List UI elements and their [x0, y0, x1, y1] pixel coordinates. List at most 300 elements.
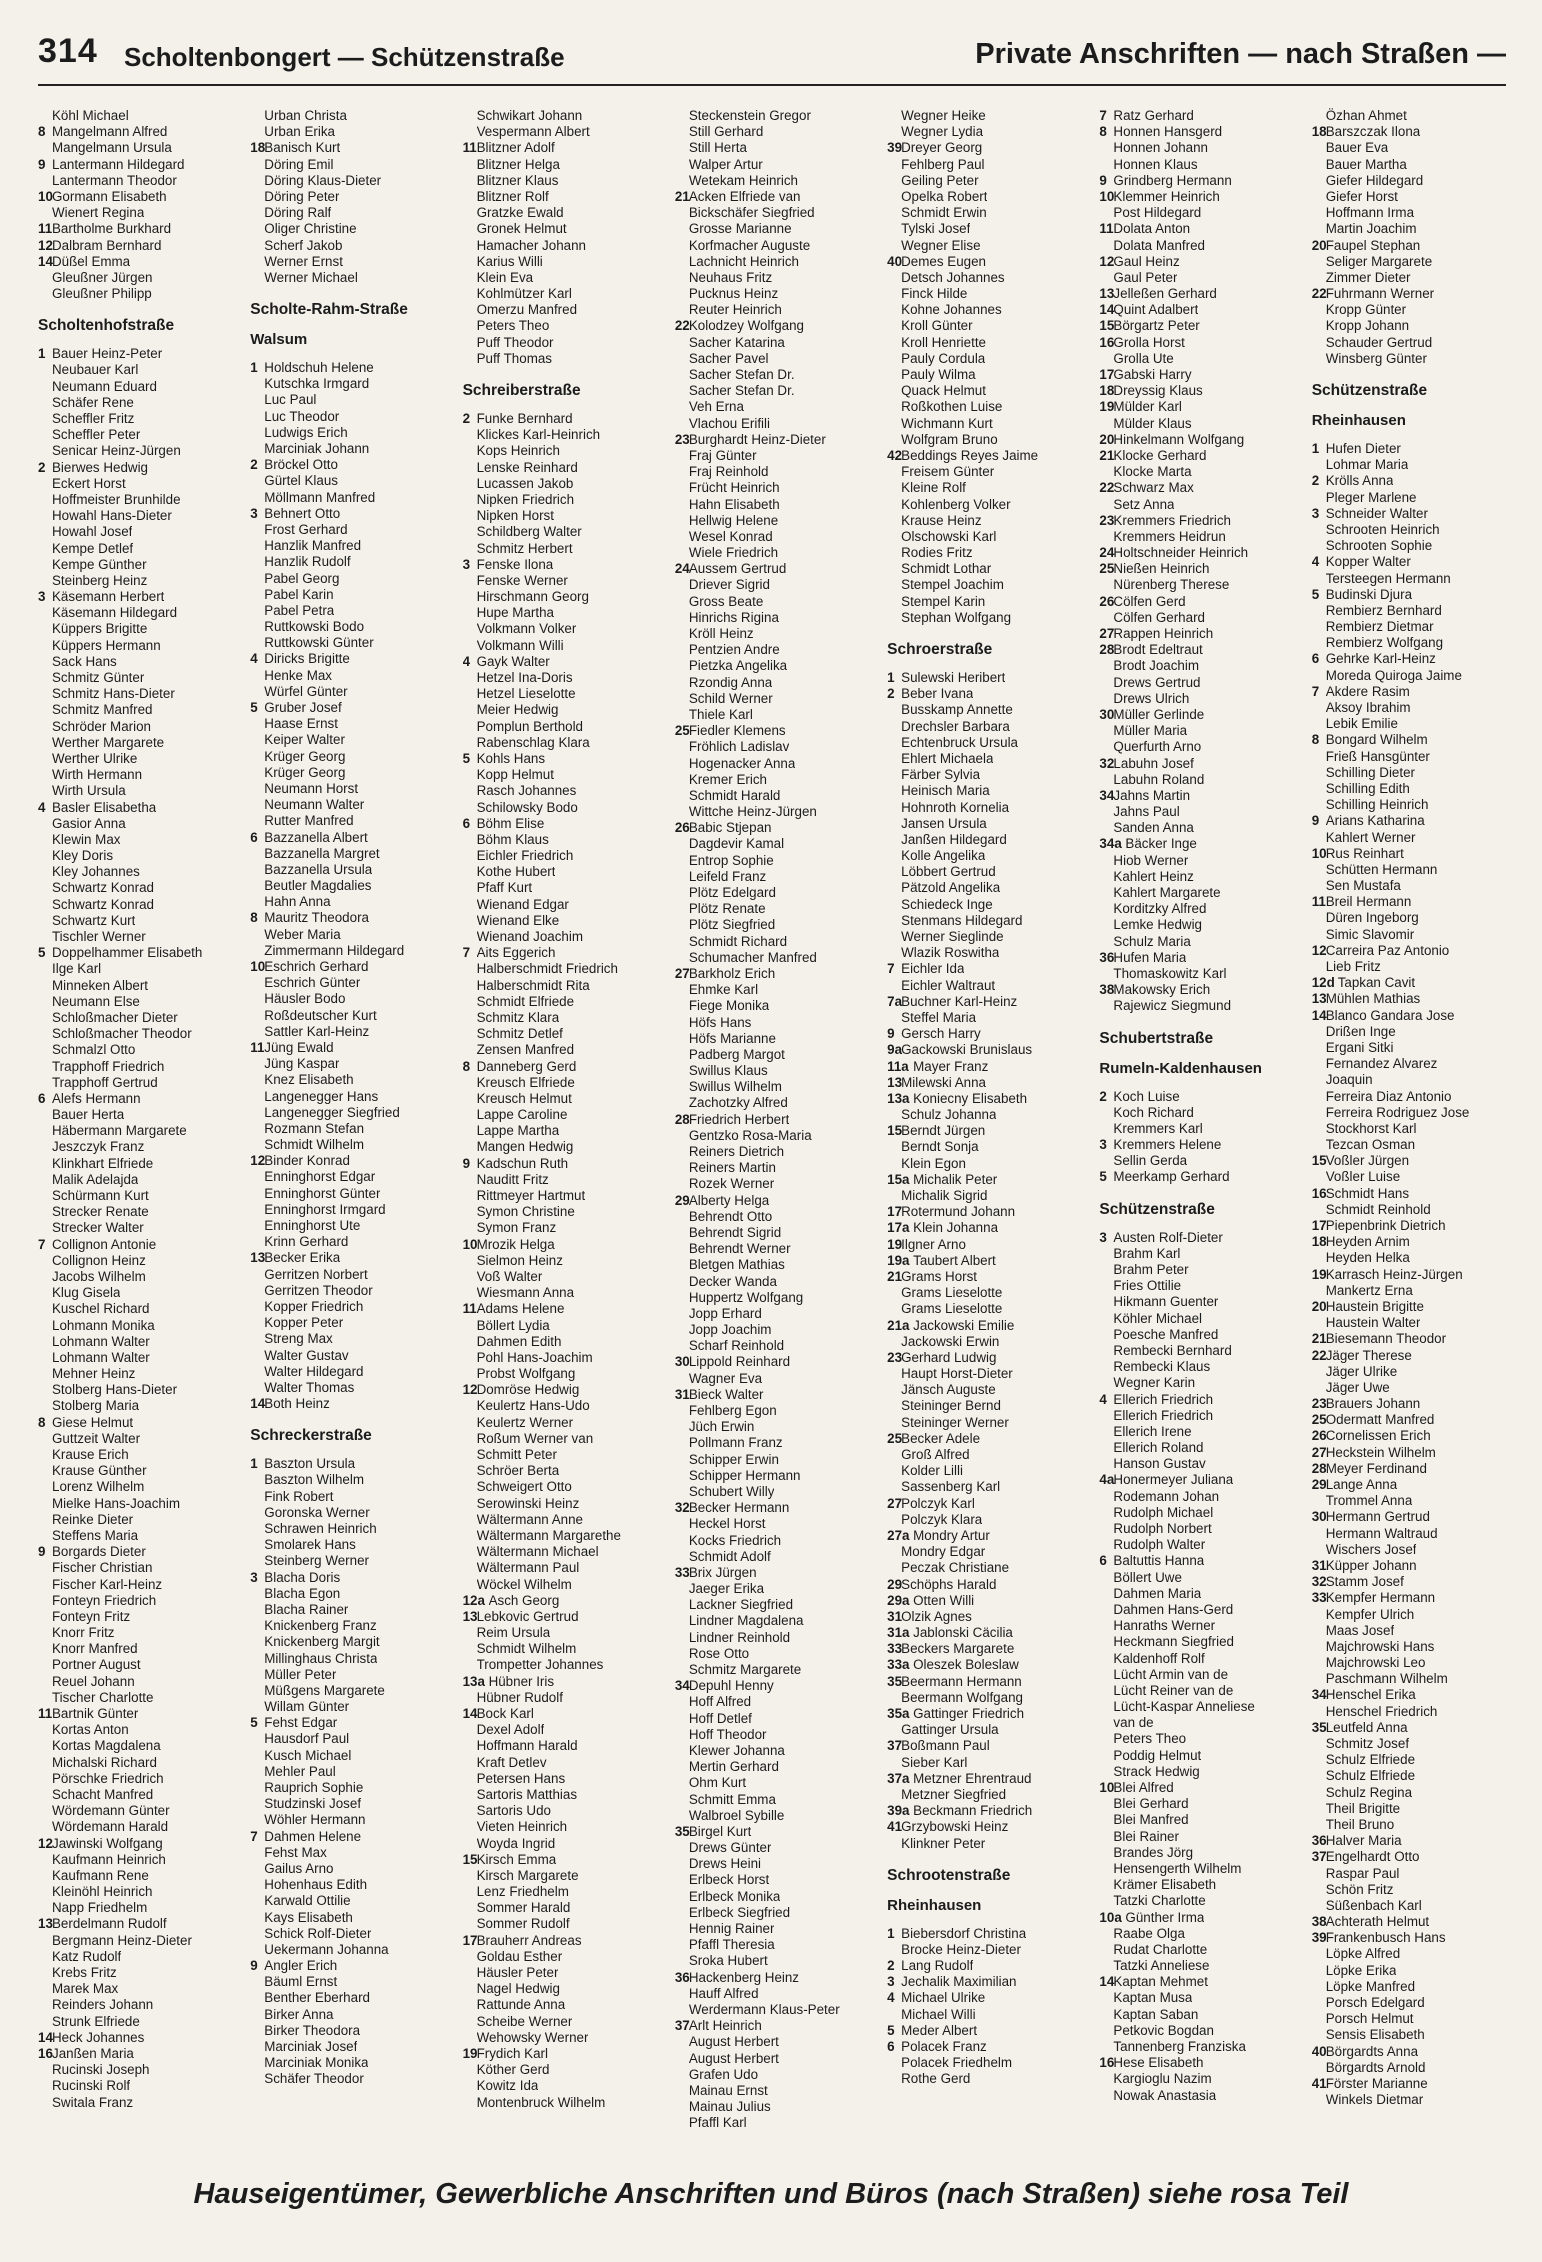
house-number [250, 1267, 264, 1283]
directory-entry [887, 1942, 1091, 1958]
resident-name: Werther Ulrike [52, 750, 138, 766]
house-number: 2 [1099, 1088, 1107, 1104]
directory-entry [887, 864, 1091, 880]
house-number: 11 [250, 1039, 265, 1055]
directory-entry [1099, 1667, 1303, 1683]
resident-name: Banisch Kurt [264, 140, 341, 156]
directory-entry [1312, 830, 1516, 846]
resident-name: Tischler Werner [52, 929, 146, 944]
house-number [38, 1431, 52, 1447]
resident-name: Serowinski Heinz [476, 1495, 580, 1511]
directory-entry [250, 991, 454, 1007]
directory-entry [675, 901, 879, 917]
resident-name: Kremmers Karl [1113, 1120, 1203, 1136]
house-number [250, 1553, 264, 1569]
directory-entry [887, 545, 1091, 561]
directory-entry [1312, 1008, 1516, 1024]
directory-entry [38, 1609, 242, 1625]
house-number [463, 848, 477, 864]
directory-entry [250, 189, 454, 205]
resident-name: Fonteyn Friedrich [52, 1592, 157, 1608]
directory-entry [675, 1015, 879, 1031]
house-number [675, 351, 689, 367]
house-number [1312, 1072, 1326, 1088]
house-number [887, 783, 901, 799]
directory-entry [250, 1105, 454, 1121]
house-number [1099, 1618, 1113, 1634]
resident-name: Drews Gertrud [1113, 674, 1201, 690]
directory-entry [887, 1431, 1091, 1447]
house-number: 14 [1311, 1007, 1327, 1023]
house-number: 14 [38, 2029, 53, 2045]
directory-entry [1312, 490, 1516, 506]
resident-name: Neubauer Karl [52, 362, 139, 378]
house-number [675, 1889, 689, 1905]
resident-name: Bröckel Otto [264, 457, 338, 473]
resident-name: Birker Theodora [264, 2022, 361, 2038]
directory-entry [250, 457, 454, 473]
house-number [250, 1331, 264, 1347]
directory-entry [1099, 1861, 1303, 1877]
resident-name: Korditzky Alfred [1113, 901, 1207, 917]
resident-name: Rutter Manfred [264, 813, 354, 829]
directory-entry [1099, 1440, 1303, 1456]
house-number [887, 1690, 901, 1706]
directory-entry [463, 880, 667, 896]
resident-name: Kley Doris [52, 848, 114, 864]
resident-name: Busskamp Annette [901, 702, 1013, 718]
resident-name: Wördemann Günter [52, 1803, 170, 1819]
directory-entry [38, 589, 242, 605]
house-number [675, 2051, 689, 2067]
resident-name: Cölfen Gerd [1113, 593, 1186, 609]
directory-entry [1312, 1833, 1516, 1849]
resident-name: Eichler Friedrich [476, 848, 574, 864]
house-number [1312, 270, 1326, 286]
house-number: 13 [38, 1916, 53, 1932]
directory-entry [1312, 1526, 1516, 1542]
resident-name: Kremer Erich [688, 771, 767, 787]
directory-entry [463, 124, 667, 140]
resident-name: Jäger Ulrike [1325, 1363, 1398, 1379]
directory-entry [675, 416, 879, 432]
house-number [887, 1415, 901, 1431]
directory-entry [675, 772, 879, 788]
house-number [675, 480, 689, 496]
resident-name: Mühlen Mathias [1325, 991, 1421, 1007]
resident-name: Scheffler Peter [52, 427, 141, 443]
directory-entry [463, 1204, 667, 1220]
house-number: 42 [887, 447, 903, 463]
house-number: 26 [1099, 593, 1115, 609]
directory-entry [250, 1348, 454, 1364]
house-number: 17a [887, 1220, 910, 1236]
resident-name: Symon Franz [476, 1220, 557, 1236]
house-number [38, 1269, 52, 1285]
directory-entry [1099, 1877, 1303, 1893]
house-number [38, 1172, 52, 1188]
house-number [675, 1597, 689, 1613]
directory-entry [38, 1997, 242, 2013]
house-number [1099, 1537, 1113, 1553]
house-number [250, 1315, 264, 1331]
house-number [463, 832, 477, 848]
directory-entry [675, 1419, 879, 1435]
house-number [887, 416, 901, 432]
resident-name: Schütten Hermann [1325, 861, 1438, 877]
directory-entry [250, 813, 454, 829]
house-number [675, 1306, 689, 1322]
resident-name: Geiling Peter [901, 172, 979, 188]
directory-entry [1312, 254, 1516, 270]
directory-entry [675, 1322, 879, 1338]
directory-entry [38, 476, 242, 492]
directory-entry [887, 1926, 1091, 1942]
directory-entry [675, 1905, 879, 1921]
resident-name: Petkovic Bogdan [1113, 2022, 1214, 2038]
resident-name: Honnen Klaus [1113, 156, 1198, 172]
house-number [675, 1727, 689, 1743]
directory-entry [38, 1690, 242, 1706]
resident-name: Pohl Hans-Joachim [476, 1349, 593, 1365]
directory-entry [38, 1463, 242, 1479]
resident-name: Lachnicht Heinrich [688, 253, 800, 269]
directory-entry [675, 1662, 879, 1678]
directory-entry [250, 716, 454, 732]
house-number [1312, 221, 1326, 237]
resident-name: Hetzel Lieselotte [476, 686, 576, 702]
resident-name: Erlbeck Siegfried [688, 1904, 791, 1920]
resident-name: Blitzner Adolf [476, 140, 555, 156]
house-number [38, 1123, 52, 1139]
resident-name: Behnert Otto [264, 505, 341, 521]
directory-entry [38, 221, 242, 237]
house-number [250, 1812, 264, 1828]
resident-name: Blitzner Helga [476, 156, 560, 172]
resident-name: Lieb Fritz [1325, 959, 1381, 974]
directory-entry [250, 830, 454, 846]
directory-entry [1099, 1764, 1303, 1780]
directory-entry [675, 2018, 879, 2034]
resident-name: Kirsch Emma [476, 1851, 557, 1867]
house-number [887, 1447, 901, 1463]
house-number [675, 1095, 689, 1111]
resident-name: Käsemann Herbert [52, 589, 165, 605]
house-number [675, 367, 689, 383]
house-number [675, 464, 689, 480]
directory-entry [38, 783, 242, 799]
resident-name: Zachotzky Alfred [688, 1095, 788, 1111]
house-number [675, 302, 689, 318]
house-number [675, 2034, 689, 2050]
resident-name: Klewer Johanna [688, 1742, 785, 1758]
house-number [887, 108, 901, 124]
directory-entry [675, 1257, 879, 1273]
house-number [38, 1059, 52, 1075]
house-number [887, 302, 901, 318]
resident-name: Michael Ulrike [901, 1990, 986, 2006]
resident-name: Stenmans Hildegard [901, 912, 1023, 928]
house-number [463, 621, 477, 637]
resident-name: Frost Gerhard [264, 521, 348, 537]
house-number [675, 1435, 689, 1451]
directory-entry [250, 1586, 454, 1602]
directory-entry [463, 173, 667, 189]
resident-name: Strunk Elfriede [52, 2013, 140, 2029]
house-number [463, 670, 477, 686]
directory-entry [463, 1350, 667, 1366]
directory-entry [1099, 335, 1303, 351]
house-number: 36 [1311, 1833, 1327, 1849]
directory-entry [463, 897, 667, 913]
house-number [463, 880, 477, 896]
resident-name: Rattunde Anna [476, 1997, 566, 2013]
resident-name: Kremmers Friedrich [1113, 512, 1231, 528]
house-number [38, 1350, 52, 1366]
house-number [887, 1382, 901, 1398]
resident-name: Sulewski Heribert [901, 670, 1006, 685]
house-number [463, 1026, 477, 1042]
directory-entry [675, 1452, 879, 1468]
directory-entry [38, 1771, 242, 1787]
resident-name: Borgards Dieter [52, 1544, 146, 1560]
directory-entry [250, 173, 454, 189]
house-number [1099, 2088, 1113, 2104]
house-number [463, 2030, 477, 2046]
directory-entry [463, 1447, 667, 1463]
directory-entry [675, 1581, 879, 1597]
house-number: 4 [38, 799, 46, 815]
directory-entry [463, 719, 667, 735]
street-heading: Schrootenstraße [887, 1866, 1011, 1884]
resident-name: Hanzlik Rudolf [264, 554, 351, 570]
resident-name: Sensis Elisabeth [1325, 2027, 1425, 2043]
resident-name: Schmitz Herbert [476, 540, 573, 556]
resident-name: Barszczak Ilona [1325, 124, 1421, 140]
resident-name: Krinn Gerhard [264, 1234, 349, 1250]
resident-name: Stamm Josef [1325, 1574, 1404, 1590]
directory-entry [1099, 1505, 1303, 1521]
resident-name: Kremmers Heidrun [1113, 528, 1226, 544]
house-number [1099, 2071, 1113, 2087]
house-number: 11 [38, 1706, 53, 1721]
house-number [887, 205, 901, 221]
directory-entry [887, 1415, 1091, 1431]
house-number: 2 [1311, 473, 1320, 489]
resident-name: Puff Theodor [476, 334, 554, 350]
house-number [1099, 966, 1113, 982]
resident-name: Rappen Heinrich [1113, 626, 1214, 641]
resident-name: Sieber Karl [901, 1754, 968, 1770]
directory-entry [887, 1366, 1091, 1382]
resident-name: Jawinski Wolfgang [52, 1835, 163, 1851]
directory-entry [38, 1738, 242, 1754]
directory-entry [463, 816, 667, 832]
house-number [250, 1651, 264, 1667]
house-number [675, 853, 689, 869]
directory-entry [675, 658, 879, 674]
resident-name: Bieck Walter [688, 1386, 764, 1402]
directory-entry [1312, 1348, 1516, 1364]
house-number [1312, 1121, 1326, 1137]
house-number [250, 1667, 264, 1683]
house-number [250, 587, 264, 603]
directory-entry [1099, 383, 1303, 399]
house-number: 40 [887, 253, 903, 269]
house-number [1099, 1731, 1113, 1747]
house-number [38, 1301, 52, 1317]
resident-name: Grindberg Hermann [1113, 172, 1232, 188]
directory-entry [38, 1139, 242, 1155]
house-number [463, 1075, 477, 1091]
directory-entry [463, 205, 667, 221]
resident-name: Sen Mustafa [1325, 878, 1401, 894]
directory-entry [38, 395, 242, 411]
house-number: 4 [1099, 1391, 1107, 1407]
directory-entry [250, 651, 454, 667]
directory-entry [1099, 1424, 1303, 1440]
directory-entry [1099, 2055, 1303, 2071]
resident-name: Marciniak Monika [264, 2055, 369, 2071]
house-number [38, 880, 52, 896]
directory-entry [1099, 1618, 1303, 1634]
resident-name: Hufen Maria [1113, 949, 1187, 965]
house-number [38, 1496, 52, 1512]
resident-name: Schulz Maria [1113, 933, 1191, 949]
house-number [887, 1301, 901, 1317]
house-number [250, 2055, 264, 2071]
directory-entry [1312, 1930, 1516, 1946]
resident-name: Koniecny Elisabeth [913, 1090, 1028, 1106]
house-number [38, 816, 52, 832]
resident-name: Pauly Cordula [901, 350, 986, 366]
resident-name: Michalski Richard [52, 1754, 157, 1770]
directory-entry [38, 1318, 242, 1334]
resident-name: Aksoy Ibrahim [1325, 700, 1411, 715]
resident-name: Austen Rolf-Dieter [1113, 1229, 1223, 1245]
directory-entry [38, 1237, 242, 1253]
directory-entry [38, 379, 242, 395]
directory-entry [250, 894, 454, 910]
resident-name: Budinski Djura [1325, 586, 1413, 602]
resident-name: Hübner Iris [488, 1673, 555, 1689]
resident-name: Knickenberg Margit [264, 1634, 380, 1650]
house-number [463, 800, 477, 816]
resident-name: Grolla Ute [1113, 350, 1174, 366]
house-number [675, 982, 689, 998]
house-number [1099, 869, 1113, 885]
house-number: 3 [1311, 505, 1320, 521]
directory-entry [38, 205, 242, 221]
house-number: 14 [462, 1706, 478, 1721]
house-number [675, 1144, 689, 1160]
directory-entry [1099, 1829, 1303, 1845]
resident-name: Milewski Anna [901, 1074, 986, 1090]
directory-entry [463, 1172, 667, 1188]
directory-entry [675, 1209, 879, 1225]
house-number [887, 286, 901, 302]
resident-name: Beckers Margarete [901, 1641, 1015, 1657]
resident-name: Poesche Manfred [1113, 1326, 1219, 1342]
directory-entry [1099, 626, 1303, 642]
house-number [38, 1334, 52, 1350]
house-number [1099, 1748, 1113, 1764]
directory-entry [250, 270, 454, 286]
directory-entry [1099, 1780, 1303, 1796]
directory-entry [250, 1331, 454, 1347]
house-number [1312, 1607, 1326, 1623]
directory-entry [887, 561, 1091, 577]
house-number [1099, 205, 1113, 221]
directory-entry [675, 448, 879, 464]
directory-entry [38, 492, 242, 508]
resident-name: Sassenberg Karl [901, 1479, 1001, 1495]
resident-name: Wienand Joachim [476, 929, 583, 944]
directory-entry [675, 480, 879, 496]
directory-entry [1099, 901, 1303, 917]
house-number [38, 1512, 52, 1528]
directory-entry [887, 897, 1091, 913]
house-number [463, 1010, 477, 1026]
resident-name: Reiners Martin [688, 1160, 776, 1176]
house-number: 3 [38, 589, 46, 605]
house-number [675, 1371, 689, 1387]
house-number: 7 [1099, 108, 1107, 123]
house-number [1099, 1893, 1113, 1909]
resident-name: Kempfer Ulrich [1325, 1606, 1415, 1622]
house-number [887, 719, 901, 735]
directory-entry [675, 739, 879, 755]
directory-entry [463, 1560, 667, 1576]
resident-name: August Herbert [688, 2050, 779, 2066]
directory-entry [1312, 862, 1516, 878]
house-number [38, 2078, 52, 2094]
directory-entry [1099, 108, 1303, 124]
house-number [463, 108, 477, 124]
directory-entry [250, 635, 454, 651]
resident-name: Kahlert Margarete [1113, 885, 1221, 900]
house-number [250, 797, 264, 813]
house-number [887, 367, 901, 383]
resident-name: Trommel Anna [1325, 1493, 1413, 1509]
house-number [1312, 1801, 1326, 1817]
directory-entry [38, 173, 242, 189]
resident-name: Wiele Friedrich [688, 545, 779, 561]
resident-name: Heck Johannes [52, 2029, 145, 2045]
resident-name: Sanden Anna [1113, 820, 1194, 836]
resident-name: Still Herta [688, 140, 747, 156]
resident-name: Wienand Elke [476, 912, 560, 928]
house-number [675, 1516, 689, 1532]
house-number [1312, 1493, 1326, 1509]
directory-entry [250, 124, 454, 140]
house-number [675, 1953, 689, 1969]
directory-entry [675, 1678, 879, 1694]
directory-entry [463, 351, 667, 367]
directory-entry [1099, 238, 1303, 254]
house-number: 20 [1311, 1298, 1327, 1314]
house-number [1099, 2039, 1113, 2055]
house-number [250, 1202, 264, 1218]
directory-entry [887, 1156, 1091, 1172]
resident-name: Tapkan Cavit [1337, 975, 1416, 991]
house-number [675, 1338, 689, 1354]
resident-name: Swillus Wilhelm [688, 1079, 782, 1095]
resident-name: Roßdeutscher Kurt [264, 1007, 377, 1023]
resident-name: Stephan Wolfgang [901, 609, 1012, 625]
directory-entry [38, 1496, 242, 1512]
directory-entry [1312, 1315, 1516, 1331]
